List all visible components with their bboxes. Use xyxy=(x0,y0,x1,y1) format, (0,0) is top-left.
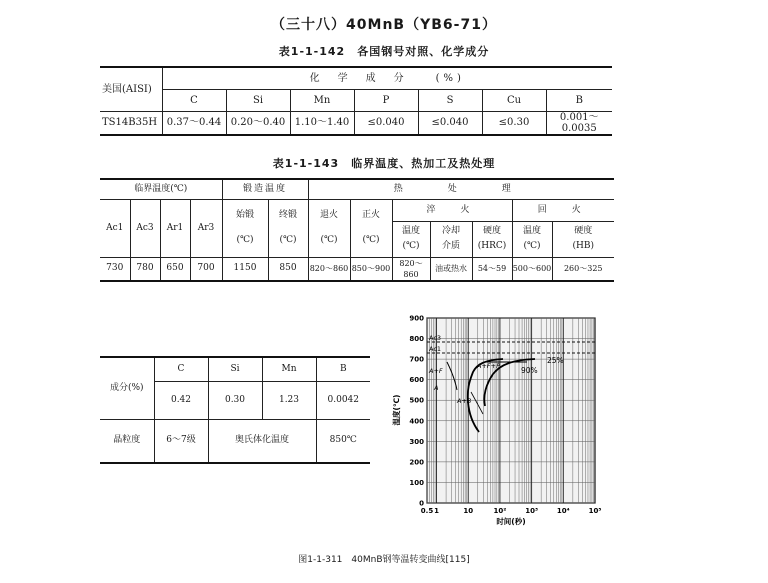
y-tick-label: 400 xyxy=(409,417,424,426)
t3-col-mn: Mn xyxy=(262,357,316,381)
val-quench-temp: 820～860 xyxy=(392,257,430,281)
x-tick-label: 10⁴ xyxy=(556,507,570,515)
label-a-f-p: A+F+P xyxy=(477,362,500,370)
value-si: 0.20～0.40 xyxy=(226,111,290,135)
figure-caption: 图1-1-311 40MnB钢等温转变曲线[115] xyxy=(298,555,470,565)
val-temper-hardness: 260～325 xyxy=(552,257,614,281)
col-forge-start xyxy=(222,199,268,257)
x-tick-label: 10³ xyxy=(525,507,539,515)
t3-col-c: C xyxy=(154,357,208,381)
ttt-diagram xyxy=(385,310,615,532)
section-title: （三十八）40MnB（YB6-71） xyxy=(271,17,497,33)
val-forge-start: 1150 xyxy=(222,257,268,281)
label-90-percent: 90% xyxy=(521,366,538,375)
anneal-unit: (℃) xyxy=(320,235,338,245)
temper-hardness-unit: (HB) xyxy=(572,241,594,251)
grade-cell: TS14B35H xyxy=(100,111,162,135)
table3-test-composition xyxy=(100,356,370,464)
val-ar1: 650 xyxy=(160,257,190,281)
country-header: 美国(AISI) xyxy=(100,67,162,111)
quench-header: 淬 火 xyxy=(392,199,512,221)
forge-end-name: 终锻 xyxy=(278,210,297,220)
temper-temp-name: 温度 xyxy=(522,226,541,236)
label-ac1: Ac1 xyxy=(429,345,442,353)
col-header-mn: Mn xyxy=(290,89,354,111)
t3-val-mn: 1.23 xyxy=(262,381,316,419)
col-forge-end xyxy=(268,199,308,257)
t3-val-c: 0.42 xyxy=(154,381,208,419)
composition-group-header: 化 学 成 分 (%) xyxy=(162,67,612,89)
x-tick-label: 1 xyxy=(434,507,439,515)
quench-temp-name: 温度 xyxy=(401,226,420,236)
temper-header: 回 火 xyxy=(512,199,614,221)
t3-val-si: 0.30 xyxy=(208,381,262,419)
y-tick-label: 200 xyxy=(409,458,424,467)
y-tick-label: 500 xyxy=(409,396,424,405)
value-p: ≤0.040 xyxy=(354,111,418,135)
col-temper-hardness xyxy=(552,221,614,257)
t3-col-si: Si xyxy=(208,357,262,381)
label-a-b: A+B xyxy=(457,397,472,405)
label-25-percent: 25% xyxy=(547,356,564,365)
x-tick-label: 10 xyxy=(463,507,474,515)
val-ac3: 780 xyxy=(130,257,160,281)
y-tick-label: 700 xyxy=(409,355,424,364)
plot-area xyxy=(427,318,595,503)
col-normalize xyxy=(350,199,392,257)
value-mn: 1.10～1.40 xyxy=(290,111,354,135)
quench-medium-name: 冷却 xyxy=(441,226,460,236)
col-anneal xyxy=(308,199,350,257)
forge-start-unit: (℃) xyxy=(236,235,254,245)
col-ar3: Ar3 xyxy=(190,199,222,257)
col-quench-hardness xyxy=(472,221,512,257)
val-temper-temp: 500～600 xyxy=(512,257,552,281)
col-header-c: C xyxy=(162,89,226,111)
value-s: ≤0.040 xyxy=(418,111,482,135)
critical-temp-header: 临界温度(℃) xyxy=(100,179,222,199)
y-tick-label: 900 xyxy=(409,314,424,323)
heat-treatment-header: 热 处 理 xyxy=(308,179,614,199)
label-ac3: Ac3 xyxy=(429,334,442,342)
col-ac3: Ac3 xyxy=(130,199,160,257)
forge-start-name: 始锻 xyxy=(235,210,254,220)
col-quench-medium xyxy=(430,221,472,257)
col-temper-temp xyxy=(512,221,552,257)
anneal-name: 退火 xyxy=(319,210,338,220)
val-anneal: 820～860 xyxy=(308,257,350,281)
value-cu: ≤0.30 xyxy=(482,111,546,135)
val-forge-end: 850 xyxy=(268,257,308,281)
x-tick-label: 10² xyxy=(493,507,507,515)
austenitizing-label: 奥氏体化温度 xyxy=(208,419,316,463)
col-ar1: Ar1 xyxy=(160,199,190,257)
val-quench-medium: 油或热水 xyxy=(430,257,472,281)
value-b: 0.001～0.0035 xyxy=(546,111,612,135)
col-header-b: B xyxy=(546,89,612,111)
y-tick-label: 100 xyxy=(409,478,424,487)
table2-caption: 表1-1-143 临界温度、热加工及热处理 xyxy=(272,157,496,170)
quench-hardness-name: 硬度 xyxy=(482,226,501,236)
label-a: A xyxy=(434,384,439,392)
val-quench-hardness: 54～59 xyxy=(472,257,512,281)
col-ac1: Ac1 xyxy=(100,199,130,257)
table1-caption: 表1-1-142 各国钢号对照、化学成分 xyxy=(278,45,490,58)
temper-temp-unit: (℃) xyxy=(523,241,541,251)
x-tick-label: 0.5 xyxy=(420,507,434,515)
temper-hardness-name: 硬度 xyxy=(574,226,593,236)
composition-row-label: 成分(%) xyxy=(100,357,154,419)
t3-col-b: B xyxy=(316,357,370,381)
y-tick-label: 800 xyxy=(409,335,424,344)
quench-hardness-unit: (HRC) xyxy=(477,241,507,251)
val-ac1: 730 xyxy=(100,257,130,281)
val-normalize: 850～900 xyxy=(350,257,392,281)
col-header-si: Si xyxy=(226,89,290,111)
col-header-p: P xyxy=(354,89,418,111)
x-axis-label: 时间(秒) xyxy=(496,517,526,526)
y-tick-label: 0 xyxy=(419,499,424,508)
forge-end-unit: (℃) xyxy=(279,235,297,245)
forging-temp-header: 锻造温度 xyxy=(222,179,308,199)
label-a-f: A+F xyxy=(429,367,443,375)
x-tick-label: 10⁵ xyxy=(588,507,602,515)
normalize-name: 正火 xyxy=(361,210,380,220)
grain-size-value: 6～7级 xyxy=(154,419,208,463)
y-axis-ticks xyxy=(409,315,424,508)
grain-size-label: 晶粒度 xyxy=(100,419,154,463)
x-axis-ticks xyxy=(421,507,602,515)
austenitizing-value: 850℃ xyxy=(316,419,370,463)
value-c: 0.37～0.44 xyxy=(162,111,226,135)
y-tick-label: 600 xyxy=(409,376,424,385)
y-tick-label: 300 xyxy=(409,437,424,446)
y-axis-label: 温度(℃) xyxy=(392,394,401,426)
col-header-cu: Cu xyxy=(482,89,546,111)
t3-val-b: 0.0042 xyxy=(316,381,370,419)
table1-composition xyxy=(100,66,612,136)
val-ar3: 700 xyxy=(190,257,222,281)
col-header-s: S xyxy=(418,89,482,111)
col-quench-temp xyxy=(392,221,430,257)
normalize-unit: (℃) xyxy=(362,235,380,245)
quench-temp-unit: (℃) xyxy=(402,241,420,251)
quench-medium-unit: 介质 xyxy=(441,241,460,251)
table2-heat-treatment xyxy=(100,178,614,282)
